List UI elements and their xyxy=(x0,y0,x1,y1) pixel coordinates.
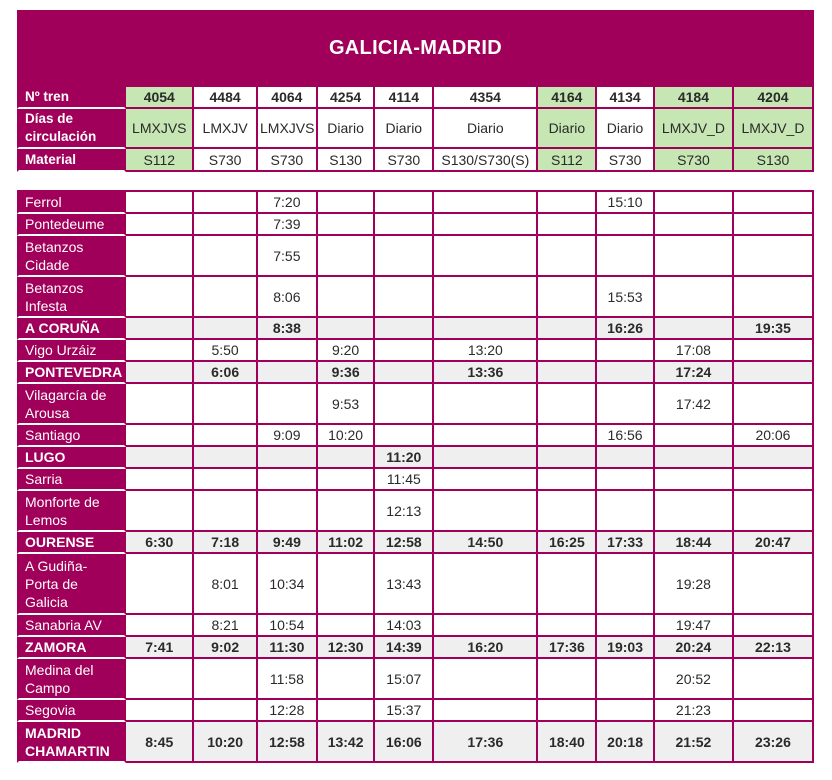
days-label-line-1: Días de xyxy=(25,111,74,126)
station-name-line: Vilagarcía de xyxy=(25,386,107,403)
departure-time xyxy=(434,277,538,318)
station-name-line: MADRID xyxy=(25,724,81,741)
departure-time xyxy=(126,447,194,469)
material-label: Material xyxy=(17,149,126,172)
departure-time xyxy=(434,469,538,491)
station-name xyxy=(17,236,126,277)
departure-time: 21:52 xyxy=(655,722,734,763)
departure-time: 11:45 xyxy=(375,469,434,491)
departure-time: 16:56 xyxy=(597,425,655,447)
departure-time xyxy=(375,214,434,236)
departure-time xyxy=(126,554,194,615)
departure-time: 6:06 xyxy=(194,362,258,384)
departure-time: 13:43 xyxy=(375,554,434,615)
train-number-cell: 4064 xyxy=(258,85,318,109)
departure-time xyxy=(194,277,258,318)
departure-time: 8:38 xyxy=(258,318,318,340)
departure-time xyxy=(734,659,814,700)
departure-time xyxy=(194,659,258,700)
departure-time: 16:25 xyxy=(538,532,597,554)
departure-time xyxy=(318,659,376,700)
station-name-line: Sarria xyxy=(25,471,63,487)
departure-time xyxy=(655,491,734,532)
departure-time xyxy=(434,700,538,722)
departure-time xyxy=(655,318,734,340)
departure-time xyxy=(538,214,597,236)
departure-time: 8:01 xyxy=(194,554,258,615)
departure-time: 13:20 xyxy=(434,340,538,362)
departure-time: 10:20 xyxy=(194,722,258,763)
departure-time xyxy=(538,340,597,362)
departure-time xyxy=(126,236,194,277)
departure-time xyxy=(194,236,258,277)
departure-time: 16:06 xyxy=(375,722,434,763)
departure-time xyxy=(126,469,194,491)
departure-time: 9:02 xyxy=(194,637,258,659)
departure-time: 14:50 xyxy=(434,532,538,554)
station-name-line: Ferrol xyxy=(25,194,62,210)
departure-time: 12:58 xyxy=(258,722,318,763)
station-name xyxy=(17,637,126,659)
train-material-cell: S112 xyxy=(538,149,597,172)
departure-time xyxy=(597,214,655,236)
departure-time: 8:45 xyxy=(126,722,194,763)
station-name xyxy=(17,554,126,615)
station-name xyxy=(17,532,126,554)
departure-time xyxy=(597,615,655,637)
train-number-label: Nº tren xyxy=(17,85,126,109)
station-row xyxy=(17,318,814,340)
station-name-line: Sanabria AV xyxy=(25,617,102,633)
departure-time xyxy=(655,214,734,236)
train-number-cell: 4114 xyxy=(375,85,434,109)
station-name xyxy=(17,384,126,425)
departure-time: 22:13 xyxy=(734,637,814,659)
departure-time: 13:42 xyxy=(318,722,376,763)
departure-time xyxy=(434,554,538,615)
departure-time xyxy=(538,447,597,469)
train-days-cell: Diario xyxy=(375,109,434,149)
departure-time: 12:58 xyxy=(375,532,434,554)
departure-time xyxy=(597,469,655,491)
departure-time xyxy=(434,491,538,532)
station-name xyxy=(17,491,126,532)
departure-time xyxy=(734,554,814,615)
departure-time: 15:53 xyxy=(597,277,655,318)
departure-time xyxy=(538,700,597,722)
departure-time: 9:20 xyxy=(318,340,376,362)
train-material-cell: S130 xyxy=(734,149,814,172)
station-name-line: LUGO xyxy=(25,449,66,465)
departure-time xyxy=(734,214,814,236)
departure-time xyxy=(258,362,318,384)
departure-time: 11:02 xyxy=(318,532,376,554)
departure-time xyxy=(434,318,538,340)
departure-time xyxy=(258,469,318,491)
departure-time: 18:44 xyxy=(655,532,734,554)
departure-time: 9:53 xyxy=(318,384,376,425)
days-label xyxy=(17,109,126,149)
departure-time xyxy=(375,236,434,277)
departure-time xyxy=(194,700,258,722)
departure-time: 17:08 xyxy=(655,340,734,362)
departure-time xyxy=(194,214,258,236)
departure-time: 16:20 xyxy=(434,637,538,659)
departure-time: 8:21 xyxy=(194,615,258,637)
station-name-line: A Gudiña- xyxy=(25,557,88,574)
train-material-cell: S112 xyxy=(126,149,194,172)
train-number-cell: 4204 xyxy=(734,85,814,109)
station-name-line: Arousa xyxy=(25,404,70,421)
departure-time: 15:07 xyxy=(375,659,434,700)
departure-time: 19:47 xyxy=(655,615,734,637)
departure-time xyxy=(655,236,734,277)
station-row xyxy=(17,236,814,277)
departure-time xyxy=(194,384,258,425)
departure-time xyxy=(434,447,538,469)
departure-time: 17:36 xyxy=(538,637,597,659)
departure-time: 12:30 xyxy=(318,637,376,659)
departure-time xyxy=(655,469,734,491)
departure-time xyxy=(318,447,376,469)
departure-time xyxy=(126,190,194,214)
station-row xyxy=(17,637,814,659)
station-name xyxy=(17,277,126,318)
departure-time: 13:36 xyxy=(434,362,538,384)
train-material-cell: S730 xyxy=(597,149,655,172)
departure-time: 10:20 xyxy=(318,425,376,447)
departure-time xyxy=(126,214,194,236)
departure-time xyxy=(126,425,194,447)
departure-time xyxy=(194,190,258,214)
station-name-line: Santiago xyxy=(25,427,81,443)
departure-time: 20:06 xyxy=(734,425,814,447)
station-name-line: Vigo Urzáiz xyxy=(25,342,97,358)
departure-time xyxy=(538,659,597,700)
departure-time xyxy=(434,236,538,277)
train-material-cell: S130/S730(S) xyxy=(434,149,538,172)
departure-time: 17:36 xyxy=(434,722,538,763)
departure-time xyxy=(538,469,597,491)
departure-time xyxy=(375,340,434,362)
departure-time: 23:26 xyxy=(734,722,814,763)
departure-time xyxy=(258,340,318,362)
page-title: GALICIA-MADRID xyxy=(17,10,814,85)
departure-time: 5:50 xyxy=(194,340,258,362)
departure-time xyxy=(318,554,376,615)
departure-time: 15:10 xyxy=(597,190,655,214)
departure-time: 20:47 xyxy=(734,532,814,554)
departure-time xyxy=(375,277,434,318)
train-material-cell: S730 xyxy=(258,149,318,172)
departure-time xyxy=(318,190,376,214)
departure-time: 12:28 xyxy=(258,700,318,722)
departure-time xyxy=(194,469,258,491)
departure-time xyxy=(538,425,597,447)
station-row xyxy=(17,362,814,384)
departure-time: 14:39 xyxy=(375,637,434,659)
departure-time xyxy=(538,554,597,615)
departure-time xyxy=(318,214,376,236)
departure-time: 8:06 xyxy=(258,277,318,318)
departure-time xyxy=(538,362,597,384)
train-days-cell: LMXJVS xyxy=(258,109,318,149)
departure-time xyxy=(434,214,538,236)
station-row xyxy=(17,190,814,214)
station-row xyxy=(17,659,814,700)
station-name xyxy=(17,700,126,722)
station-row xyxy=(17,722,814,763)
departure-time: 6:30 xyxy=(126,532,194,554)
train-number-cell: 4484 xyxy=(194,85,258,109)
departure-time: 9:36 xyxy=(318,362,376,384)
departure-time xyxy=(375,318,434,340)
departure-time xyxy=(318,277,376,318)
station-row xyxy=(17,425,814,447)
station-row xyxy=(17,700,814,722)
station-name-line: ZAMORA xyxy=(25,639,87,655)
station-name xyxy=(17,362,126,384)
station-name xyxy=(17,447,126,469)
station-name xyxy=(17,318,126,340)
train-material-cell: S130 xyxy=(318,149,376,172)
departure-time xyxy=(434,425,538,447)
departure-time: 15:37 xyxy=(375,700,434,722)
station-row xyxy=(17,615,814,637)
departure-time xyxy=(734,384,814,425)
station-name xyxy=(17,659,126,700)
departure-time xyxy=(538,384,597,425)
station-name-line: PONTEVEDRA xyxy=(25,364,123,380)
departure-time xyxy=(126,340,194,362)
station-row xyxy=(17,532,814,554)
departure-time xyxy=(655,190,734,214)
station-name-line: CHAMARTIN xyxy=(25,742,110,759)
departure-time xyxy=(126,362,194,384)
station-name xyxy=(17,190,126,214)
departure-time xyxy=(126,384,194,425)
train-days-cell: Diario xyxy=(538,109,597,149)
departure-time xyxy=(126,491,194,532)
station-row xyxy=(17,214,814,236)
departure-time xyxy=(126,277,194,318)
departure-time xyxy=(258,491,318,532)
departure-time: 20:24 xyxy=(655,637,734,659)
station-row xyxy=(17,491,814,532)
train-header-table xyxy=(17,85,814,172)
departure-time: 21:23 xyxy=(655,700,734,722)
departure-time xyxy=(194,425,258,447)
departure-time xyxy=(126,318,194,340)
departure-time xyxy=(734,190,814,214)
departure-time xyxy=(734,491,814,532)
departure-time xyxy=(734,362,814,384)
departure-time: 16:26 xyxy=(597,318,655,340)
departure-time xyxy=(434,659,538,700)
departure-time: 19:28 xyxy=(655,554,734,615)
departure-time xyxy=(538,318,597,340)
departure-time xyxy=(734,700,814,722)
train-number-cell: 4354 xyxy=(434,85,538,109)
departure-time: 7:20 xyxy=(258,190,318,214)
train-material-cell: S730 xyxy=(375,149,434,172)
departure-time: 19:03 xyxy=(597,637,655,659)
station-name-line: Cidade xyxy=(25,256,70,273)
train-number-cell: 4164 xyxy=(538,85,597,109)
departure-time xyxy=(538,615,597,637)
departure-time xyxy=(375,425,434,447)
departure-time xyxy=(597,491,655,532)
schedule-table xyxy=(17,190,814,763)
departure-time xyxy=(375,384,434,425)
station-name-line: Segovia xyxy=(25,702,76,718)
station-name xyxy=(17,214,126,236)
train-days-cell: LMXJV_D xyxy=(734,109,814,149)
departure-time: 20:18 xyxy=(597,722,655,763)
station-name-line: Porta de xyxy=(25,575,78,592)
train-material-cell: S730 xyxy=(655,149,734,172)
departure-time xyxy=(318,615,376,637)
station-name xyxy=(17,615,126,637)
station-name-line: Monforte de xyxy=(25,493,100,510)
departure-time xyxy=(194,318,258,340)
station-name-line: Betanzos xyxy=(25,238,84,255)
departure-time xyxy=(434,190,538,214)
departure-time xyxy=(375,362,434,384)
train-days-cell: Diario xyxy=(434,109,538,149)
days-label-line-2: circulación xyxy=(25,129,97,144)
departure-time xyxy=(375,190,434,214)
departure-time: 11:20 xyxy=(375,447,434,469)
station-name-line: Galicia xyxy=(25,593,68,610)
station-name xyxy=(17,469,126,491)
departure-time xyxy=(734,236,814,277)
station-name-line: Campo xyxy=(25,679,71,696)
departure-time: 10:54 xyxy=(258,615,318,637)
departure-time: 11:58 xyxy=(258,659,318,700)
station-name xyxy=(17,340,126,362)
station-name-line: Lemos xyxy=(25,511,68,528)
departure-time xyxy=(318,469,376,491)
station-name xyxy=(17,425,126,447)
departure-time xyxy=(194,491,258,532)
departure-time: 12:13 xyxy=(375,491,434,532)
departure-time: 20:52 xyxy=(655,659,734,700)
departure-time: 17:24 xyxy=(655,362,734,384)
departure-time xyxy=(734,615,814,637)
station-name-line: Pontedeume xyxy=(25,216,105,232)
departure-time: 7:41 xyxy=(126,637,194,659)
station-row xyxy=(17,447,814,469)
departure-time xyxy=(538,190,597,214)
departure-time xyxy=(126,659,194,700)
station-name-line: OURENSE xyxy=(25,534,95,550)
station-row xyxy=(17,469,814,491)
departure-time xyxy=(597,340,655,362)
departure-time: 11:30 xyxy=(258,637,318,659)
departure-time: 19:35 xyxy=(734,318,814,340)
departure-time: 7:18 xyxy=(194,532,258,554)
departure-time: 7:55 xyxy=(258,236,318,277)
station-name-line: A CORUÑA xyxy=(25,320,100,336)
train-days-cell: LMXJVS xyxy=(126,109,194,149)
departure-time xyxy=(538,277,597,318)
departure-time xyxy=(655,277,734,318)
departure-time xyxy=(126,700,194,722)
station-row xyxy=(17,384,814,425)
station-row xyxy=(17,554,814,615)
departure-time: 10:34 xyxy=(258,554,318,615)
station-row xyxy=(17,277,814,318)
departure-time xyxy=(597,700,655,722)
departure-time xyxy=(734,277,814,318)
train-material-cell: S730 xyxy=(194,149,258,172)
departure-time xyxy=(538,491,597,532)
departure-time xyxy=(597,659,655,700)
departure-time xyxy=(655,447,734,469)
departure-time xyxy=(597,554,655,615)
departure-time xyxy=(126,615,194,637)
departure-time xyxy=(318,491,376,532)
station-row xyxy=(17,340,814,362)
departure-time xyxy=(434,615,538,637)
train-days-cell: LMXJV_D xyxy=(655,109,734,149)
departure-time xyxy=(597,384,655,425)
station-name-line: Infesta xyxy=(25,297,68,314)
departure-time xyxy=(318,700,376,722)
departure-time: 18:40 xyxy=(538,722,597,763)
train-days-cell: Diario xyxy=(597,109,655,149)
departure-time xyxy=(258,447,318,469)
train-days-cell: Diario xyxy=(318,109,376,149)
train-number-cell: 4134 xyxy=(597,85,655,109)
departure-time xyxy=(194,447,258,469)
departure-time xyxy=(318,318,376,340)
departure-time xyxy=(734,447,814,469)
departure-time: 9:49 xyxy=(258,532,318,554)
departure-time xyxy=(597,447,655,469)
departure-time xyxy=(734,469,814,491)
departure-time xyxy=(655,425,734,447)
train-days-cell: LMXJV xyxy=(194,109,258,149)
departure-time xyxy=(597,236,655,277)
timetable xyxy=(17,10,814,763)
station-name xyxy=(17,722,126,763)
departure-time: 17:33 xyxy=(597,532,655,554)
departure-time: 17:42 xyxy=(655,384,734,425)
departure-time xyxy=(597,362,655,384)
departure-time: 9:09 xyxy=(258,425,318,447)
train-number-cell: 4254 xyxy=(318,85,376,109)
departure-time xyxy=(434,384,538,425)
station-name-line: Medina del xyxy=(25,661,94,678)
train-number-cell: 4184 xyxy=(655,85,734,109)
section-gap xyxy=(17,172,814,190)
departure-time: 7:39 xyxy=(258,214,318,236)
departure-time xyxy=(538,236,597,277)
station-name-line: Betanzos xyxy=(25,279,84,296)
departure-time xyxy=(258,384,318,425)
train-number-cell: 4054 xyxy=(126,85,194,109)
departure-time: 14:03 xyxy=(375,615,434,637)
departure-time xyxy=(318,236,376,277)
departure-time xyxy=(734,340,814,362)
